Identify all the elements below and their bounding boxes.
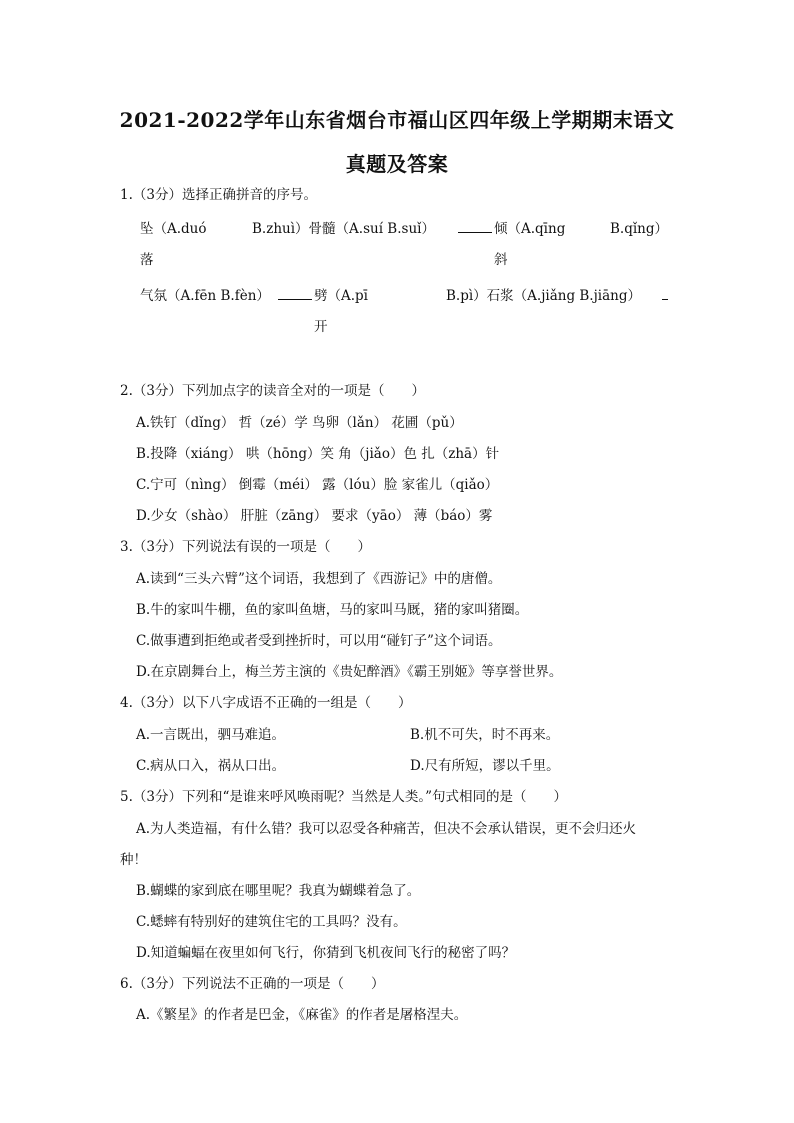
q2-option-c: C.宁可（nìng） 倒霉（méi） 露（lóu）脸 家雀儿（qiǎo）: [136, 477, 499, 493]
q5-option-c: C.蟋蟀有特别好的建筑住宅的工具吗？没有。: [136, 914, 407, 930]
q6-option-a: A.《繁星》的作者是巴金，《麻雀》的作者是屠格涅夫。: [136, 1007, 468, 1023]
q1-r2-c: B.pì）石浆（A.jiǎng B.jiāng）: [446, 288, 641, 304]
q3-option-c: C.做事遭到拒绝或者受到挫折时，可以用“碰钉子”这个词语。: [136, 633, 502, 649]
q1-blank-2[interactable]: [276, 287, 314, 305]
q1-r1-c: 倾（A.qīng: [494, 221, 566, 237]
q2-stem: 2.（3分）下列加点字的读音全对的一项是（ ）: [120, 383, 425, 399]
q2-option-a: A.铁钉（dǐng） 哲（zé）学 鸟卵（lǎn） 花圃（pǔ）: [136, 415, 463, 431]
q5-option-b: B.蝴蝶的家到底在哪里呢？我真为蝴蝶着急了。: [136, 883, 421, 899]
q5-option-d: D.知道蝙蝠在夜里如何飞行，你猜到飞机夜间飞行的秘密了吗？: [136, 945, 516, 961]
q1-r2-word1: 开: [314, 319, 328, 335]
q1-r1-word2: 斜: [494, 252, 508, 268]
q1-r1-b: B.zhuì）骨髓（A.suí B.suǐ）: [252, 221, 435, 237]
q5-option-a-line1: A.为人类造福，有什么错？我可以忍受各种痛苦，但决不会承认错误，更不会归还火: [136, 821, 637, 837]
q5-stem: 5.（3分）下列和“是谁来呼风唤雨呢？当然是人类。”句式相同的是（ ）: [120, 789, 568, 805]
q5-option-a-line2: 种！: [120, 852, 147, 868]
q1-blank-1[interactable]: [456, 220, 494, 238]
q2-option-b: B.投降（xiáng） 哄（hōng）笑 角（jiǎo）色 扎（zhā）针: [136, 446, 500, 462]
q3-stem: 3.（3分）下列说法有误的一项是（ ）: [120, 539, 371, 555]
q4-option-c: C.病从口入，祸从口出。: [136, 758, 286, 774]
q3-option-a: A.读到“三头六臂”这个词语，我想到了《西游记》中的唐僧。: [136, 571, 502, 587]
q4-option-a: A.一言既出，驷马难追。: [136, 727, 286, 743]
q6-stem: 6.（3分）下列说法不正确的一项是（ ）: [120, 976, 385, 992]
q1-r1-word1: 落: [140, 252, 154, 268]
q4-stem: 4.（3分）以下八字成语不正确的一组是（ ）: [120, 695, 412, 711]
q4-option-d: D.尺有所短，谬以千里。: [410, 758, 560, 774]
page-title-line2: 真题及答案: [345, 152, 449, 176]
q3-option-d: D.在京剧舞台上，梅兰芳主演的《贵妃醉酒》《霸王别姬》等享誉世界。: [136, 664, 563, 680]
q4-option-b: B.机不可失，时不再来。: [410, 727, 560, 743]
q1-r2-a: 气氛（A.fēn B.fèn）: [140, 288, 270, 304]
q1-stem: 1.（3分）选择正确拼音的序号。: [120, 187, 317, 203]
page-title-line1: 2021-2022学年山东省烟台市福山区四年级上学期期末语文: [119, 108, 675, 132]
q1-r1-d: B.qǐng）: [610, 221, 669, 237]
q2-option-d: D.少女（shào） 肝脏（zāng） 要求（yāo） 薄（báo）雾: [136, 508, 493, 524]
q3-option-b: B.牛的家叫牛棚，鱼的家叫鱼塘，马的家叫马厩，猪的家叫猪圈。: [136, 602, 529, 618]
q1-r2-b: 劈（A.pī: [314, 288, 368, 304]
q1-blank-3[interactable]: [660, 287, 670, 305]
q1-r1-a: 坠（A.duó: [140, 221, 207, 237]
